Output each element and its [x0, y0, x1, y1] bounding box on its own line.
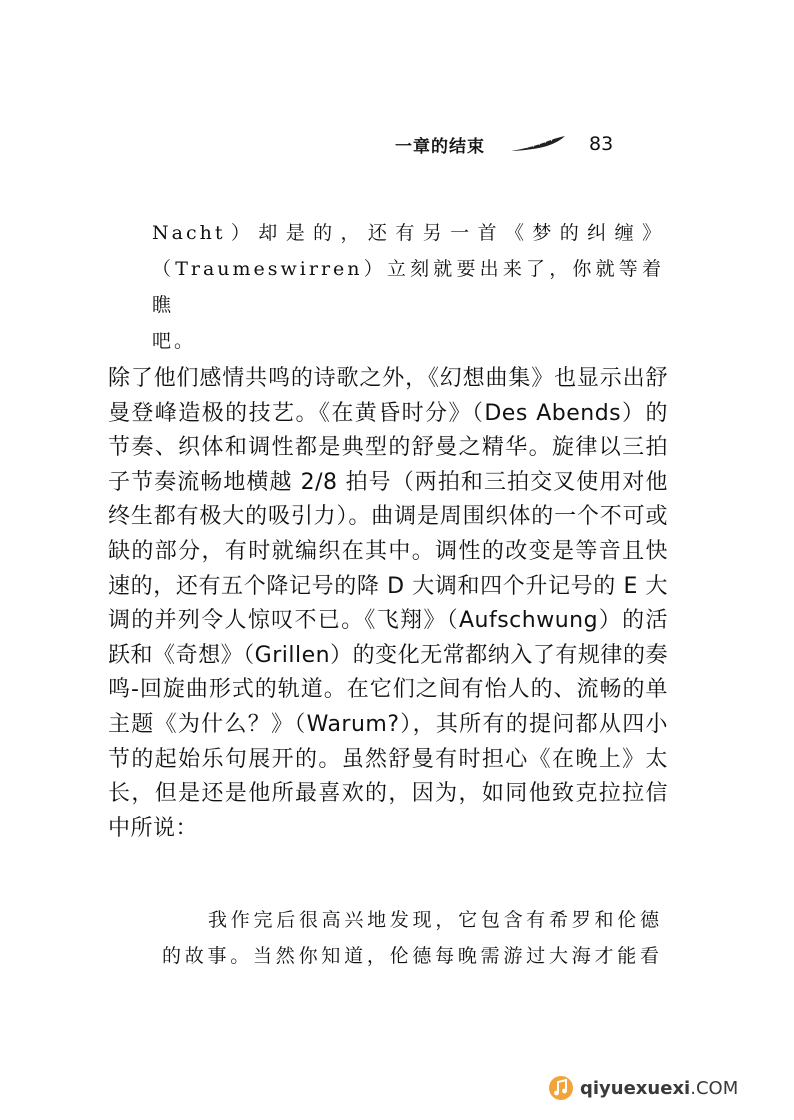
quote-line: （Traumeswirren）立刻就要出来了，你就等着瞧	[152, 258, 664, 316]
running-header	[395, 130, 613, 158]
quote-line: 吧。	[152, 330, 197, 352]
page-number: 83	[589, 133, 614, 155]
watermark-suffix: .COM	[690, 1077, 739, 1099]
quote-line: Nacht）却是的，还有另一首《梦的纠缠》	[152, 222, 664, 244]
site-watermark	[548, 1075, 738, 1101]
block-quote-top	[152, 215, 664, 359]
quote-line: 的故事。当然你知道，伦德每晚需游过大海才能看	[162, 945, 662, 967]
music-note-logo-icon	[548, 1075, 574, 1101]
block-quote-bottom	[162, 902, 662, 974]
quote-line: 我作完后很高兴地发现，它包含有希罗和伦德	[208, 909, 662, 931]
feather-ornament-icon	[509, 134, 567, 154]
body-paragraph: 除了他们感情共鸣的诗歌之外，《幻想曲集》也显示出舒曼登峰造极的技艺。《在黄昏时分》（Des Abends）的节奏、织体和调性都是典型的舒曼之精华。旋律以三拍子节奏流畅地横越 2/8 拍号（两拍和三拍交叉使用对他终生都有极大的吸引力）。曲调是周围织体的一个不可或缺的部分，有时就编织在其中。调性的改变是等音且快速的，还有五个降记号的降 D 大调和四个升记号的 E 大调的并列令人惊叹不已。《飞翔》（Aufschwung）的活跃和《奇想》（Grillen）的变化无常都纳入了有规律的奏鸣-回旋曲形式的轨道。在它们之间有怡人的、流畅的单主题《为什么？》（Warum?），其所有的提问都从四小节的起始乐句展开的。虽然舒曼有时担心《在晚上》太长，但是还是他所最喜欢的，因为，如同他致克拉拉信中所说：	[108, 366, 668, 841]
watermark-name: qiyuexuexi	[580, 1077, 691, 1099]
watermark-text	[580, 1078, 738, 1099]
chapter-title: 一章的结束	[395, 136, 485, 157]
